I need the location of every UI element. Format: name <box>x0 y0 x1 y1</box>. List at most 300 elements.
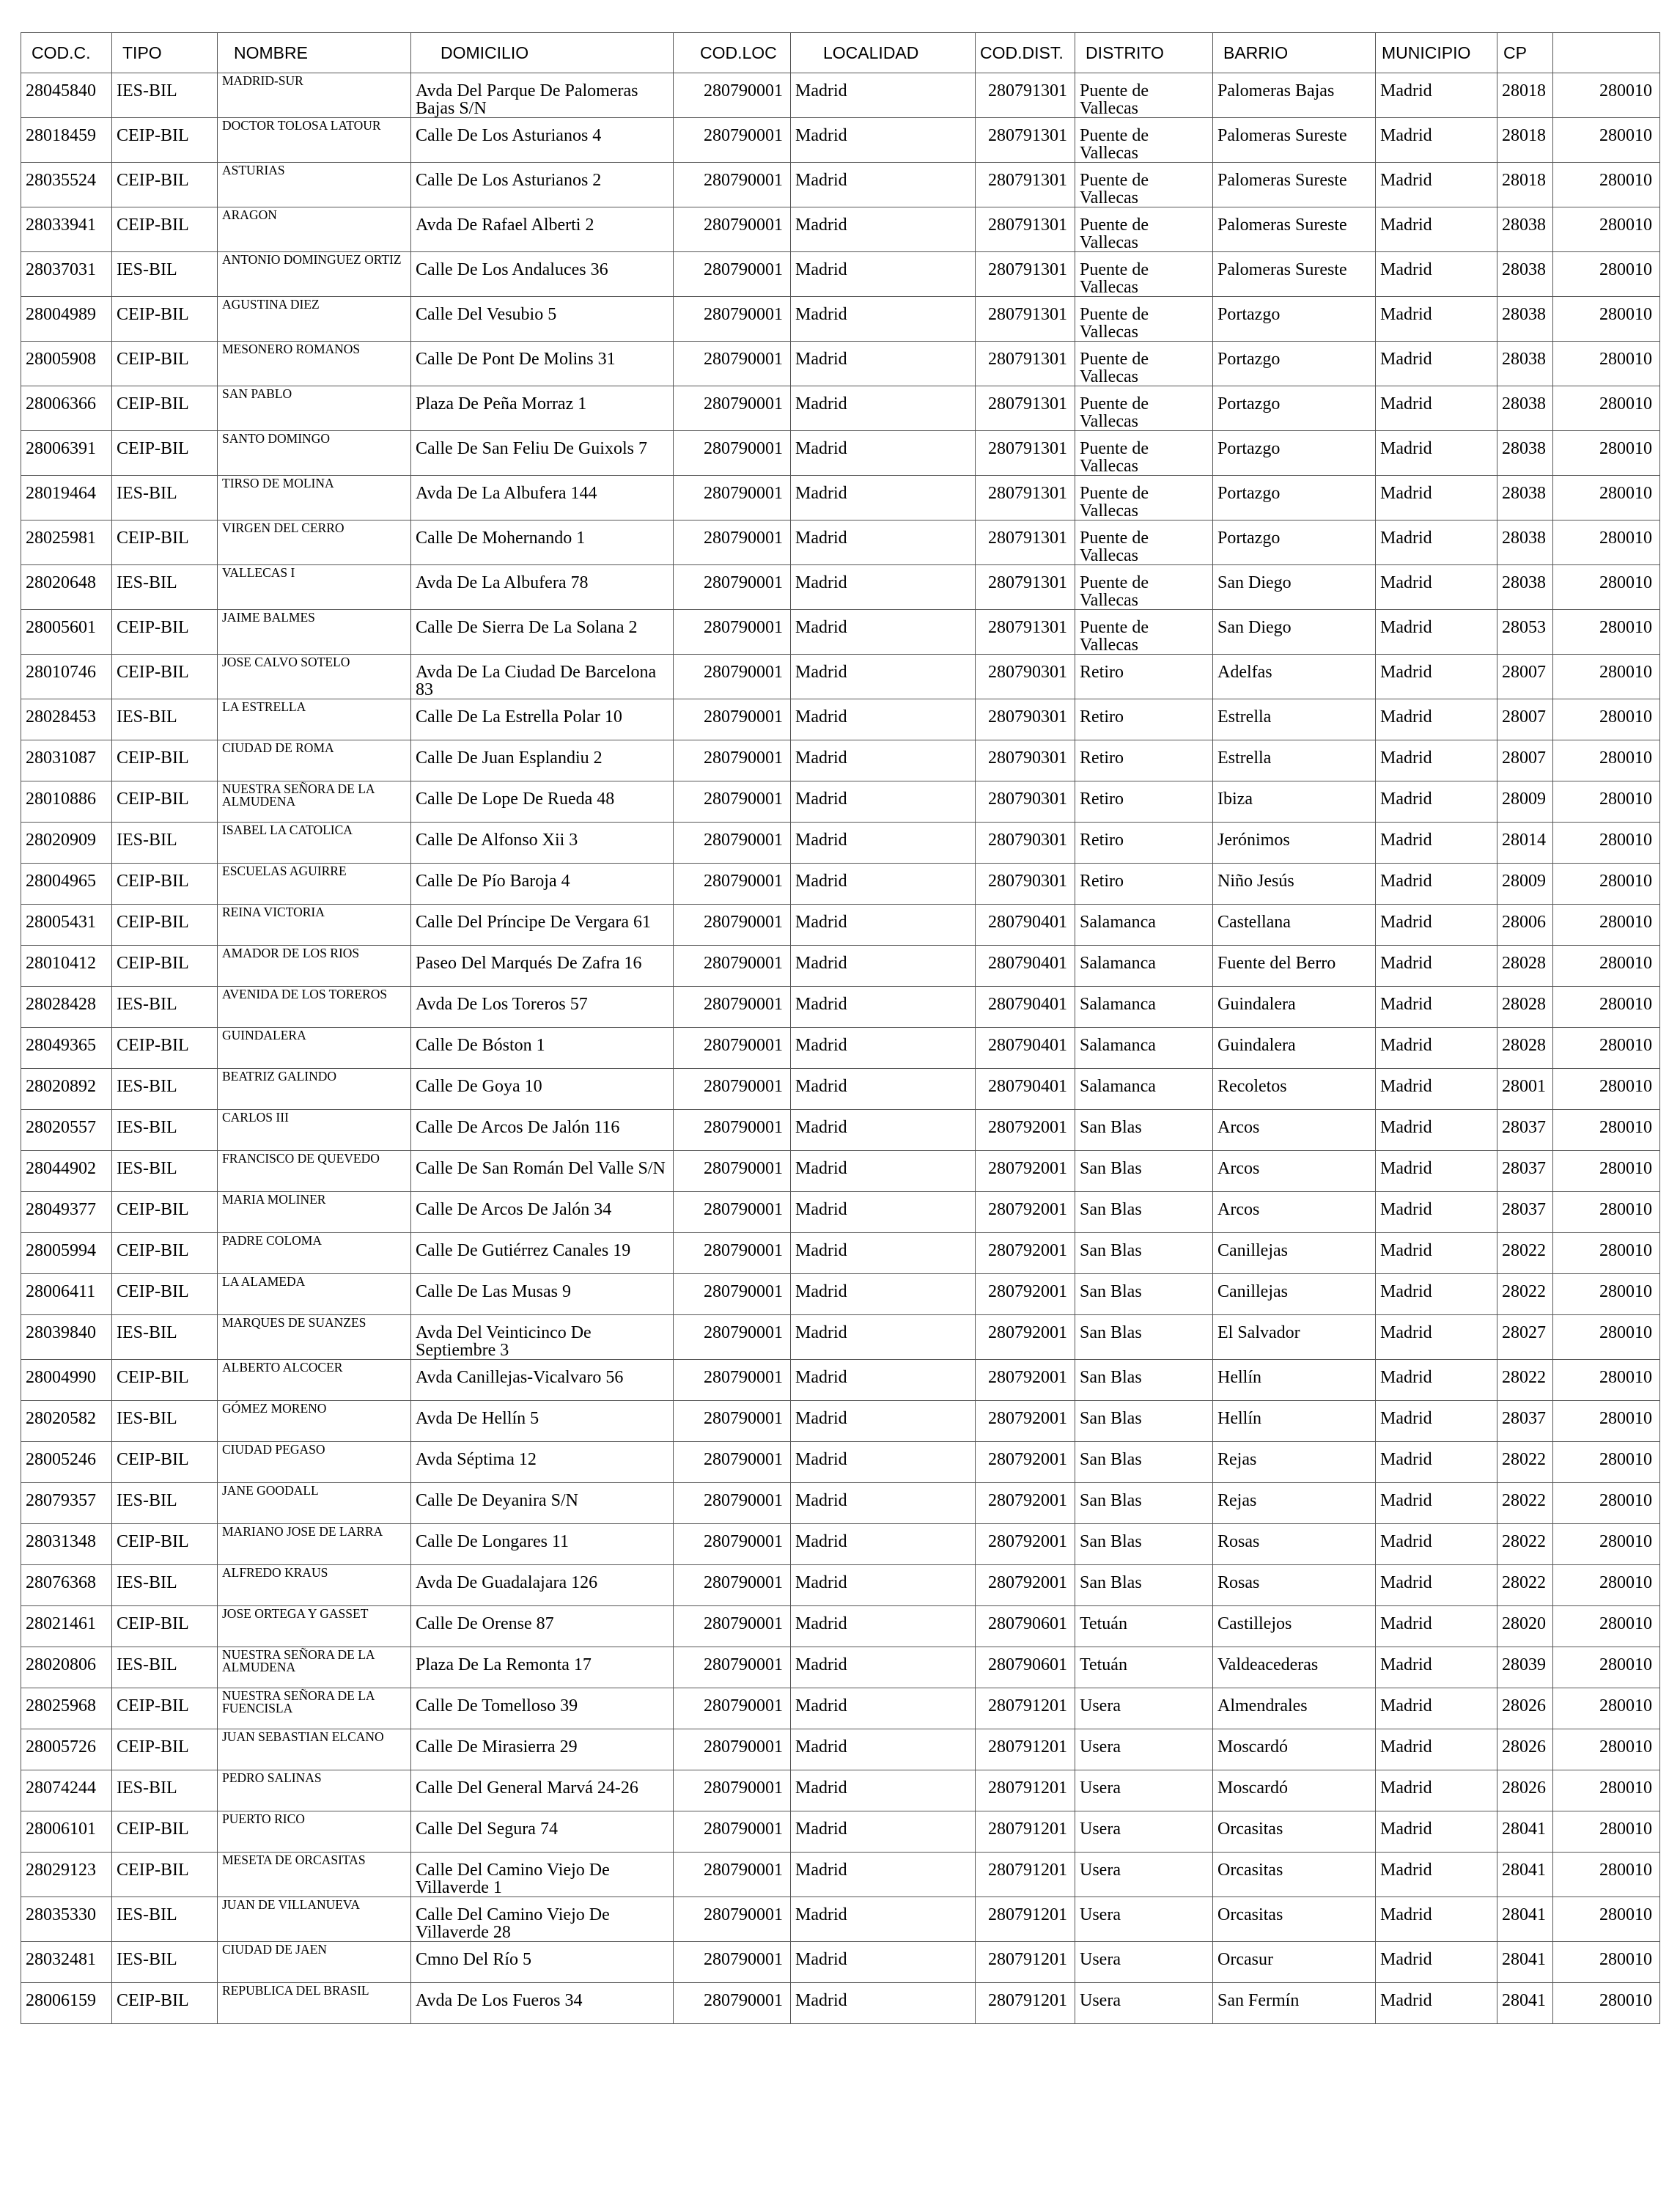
header-cod-c: COD.C. <box>21 33 112 73</box>
cell-cod-c-text: 28005726 <box>26 1737 96 1756</box>
cell-cod-dist <box>976 1069 1075 1110</box>
cell-nombre-text: ALBERTO ALCOCER <box>222 1360 343 1375</box>
cell-nombre-text: MADRID-SUR <box>222 73 303 88</box>
cell-cod-c <box>21 987 112 1028</box>
cell-nombre-text: JANE GOODALL <box>222 1483 319 1498</box>
cell-domicilio <box>411 1897 674 1942</box>
cell-barrio-text: San Fermín <box>1217 1991 1300 2010</box>
cell-cod-loc <box>674 1069 791 1110</box>
cell-cod-loc-text: 280790001 <box>704 350 783 369</box>
cell-tipo <box>112 1110 218 1151</box>
cell-cod-loc <box>674 431 791 476</box>
cell-domicilio-text: Calle Del Camino Viejo De Villaverde 1 <box>416 1861 610 1897</box>
cell-tipo <box>112 1606 218 1647</box>
cell-distrito-text: San Blas <box>1080 1200 1142 1219</box>
cell-municipio <box>1376 1401 1497 1442</box>
cell-cp <box>1497 342 1553 386</box>
cell-distrito <box>1075 1942 1213 1983</box>
cell-tipo-text: IES-BIL <box>117 1409 177 1428</box>
table-row <box>21 1233 1660 1274</box>
cell-cod-dist <box>976 386 1075 431</box>
cell-domicilio-text: Calle Del Segura 74 <box>416 1820 558 1839</box>
cell-tipo-text: IES-BIL <box>117 484 177 503</box>
cell-cod-c <box>21 163 112 207</box>
cell-cod-c-text: 28028453 <box>26 707 96 726</box>
cell-cod-c-text: 28037031 <box>26 260 96 279</box>
table-row <box>21 342 1660 386</box>
cell-barrio <box>1213 946 1376 987</box>
cell-distrito-text: Tetuán <box>1080 1655 1127 1674</box>
cell-municipio <box>1376 1315 1497 1360</box>
cell-cod-c <box>21 1069 112 1110</box>
cell-localidad <box>791 1110 976 1151</box>
cell-localidad-text: Madrid <box>795 1532 847 1551</box>
cell-localidad <box>791 1442 976 1483</box>
cell-extra <box>1553 1192 1660 1233</box>
cell-tipo-text: CEIP-BIL <box>117 1820 189 1839</box>
cell-distrito-text: San Blas <box>1080 1159 1142 1178</box>
cell-nombre <box>218 740 411 781</box>
cell-cod-loc-text: 280790001 <box>704 1696 783 1715</box>
cell-extra-text: 280010 <box>1599 954 1652 973</box>
cell-extra <box>1553 1647 1660 1688</box>
cell-barrio <box>1213 987 1376 1028</box>
cell-tipo-text: CEIP-BIL <box>117 439 189 458</box>
cell-cod-c <box>21 1688 112 1729</box>
cell-extra <box>1553 1442 1660 1483</box>
cell-domicilio-text: Calle De Mohernando 1 <box>416 529 586 548</box>
cell-municipio-text: Madrid <box>1380 126 1432 145</box>
cell-cp-text: 28038 <box>1502 260 1546 279</box>
cell-localidad-text: Madrid <box>795 573 847 592</box>
cell-cod-c-text: 28006411 <box>26 1282 96 1301</box>
cell-extra-text: 280010 <box>1599 1036 1652 1055</box>
cell-cod-dist-text: 280791301 <box>988 81 1067 100</box>
cell-cod-dist <box>976 1028 1075 1069</box>
cell-cod-loc-text: 280790001 <box>704 573 783 592</box>
cell-municipio-text: Madrid <box>1380 954 1432 973</box>
cell-barrio-text: Palomeras Sureste <box>1217 260 1347 279</box>
cell-domicilio-text: Paseo Del Marqués De Zafra 16 <box>416 954 642 973</box>
cell-cod-c-text: 28049377 <box>26 1200 96 1219</box>
cell-cod-loc-text: 280790001 <box>704 1159 783 1178</box>
cell-cod-loc-text: 280790001 <box>704 439 783 458</box>
cell-localidad <box>791 163 976 207</box>
cell-cod-dist <box>976 1853 1075 1897</box>
cell-barrio-text: Fuente del Berro <box>1217 954 1336 973</box>
cell-distrito-text: San Blas <box>1080 1532 1142 1551</box>
cell-domicilio-text: Avda De Los Toreros 57 <box>416 995 588 1014</box>
table-row <box>21 1811 1660 1853</box>
cell-cod-loc-text: 280790001 <box>704 618 783 637</box>
cell-municipio <box>1376 1770 1497 1811</box>
cell-cod-dist-text: 280791301 <box>988 484 1067 503</box>
cell-extra-text: 280010 <box>1599 1368 1652 1387</box>
cell-cod-dist <box>976 431 1075 476</box>
cell-barrio-text: Arcos <box>1217 1159 1260 1178</box>
cell-cp <box>1497 1233 1553 1274</box>
cell-localidad-text: Madrid <box>795 1450 847 1469</box>
cell-cp-text: 28022 <box>1502 1450 1546 1469</box>
cell-nombre <box>218 1647 411 1688</box>
cell-cod-loc-text: 280790001 <box>704 1491 783 1510</box>
cell-extra <box>1553 163 1660 207</box>
cell-barrio-text: San Diego <box>1217 573 1292 592</box>
cell-nombre-text: AMADOR DE LOS RIOS <box>222 946 360 960</box>
cell-distrito-text: Retiro <box>1080 872 1124 891</box>
cell-extra <box>1553 297 1660 342</box>
cell-nombre-text: CIUDAD DE JAEN <box>222 1942 327 1957</box>
cell-localidad-text: Madrid <box>795 1241 847 1260</box>
cell-municipio <box>1376 1729 1497 1770</box>
cell-barrio <box>1213 431 1376 476</box>
cell-domicilio-text: Avda De La Albufera 144 <box>416 484 597 503</box>
cell-barrio-text: Rejas <box>1217 1450 1257 1469</box>
table-row <box>21 781 1660 823</box>
cell-cp <box>1497 1110 1553 1151</box>
cell-cp-text: 28038 <box>1502 350 1546 369</box>
cell-municipio-text: Madrid <box>1380 350 1432 369</box>
cell-distrito <box>1075 823 1213 864</box>
cell-municipio <box>1376 781 1497 823</box>
cell-cod-c-text: 28032481 <box>26 1950 96 1969</box>
cell-cod-dist-text: 280791301 <box>988 126 1067 145</box>
header-row <box>21 33 1660 73</box>
cell-domicilio <box>411 342 674 386</box>
cell-barrio-text: Portazgo <box>1217 439 1281 458</box>
cell-barrio <box>1213 207 1376 252</box>
cell-nombre-text: JOSE CALVO SOTELO <box>222 655 350 669</box>
cell-cod-dist-text: 280792001 <box>988 1323 1067 1342</box>
cell-domicilio-text: Avda Canillejas-Vicalvaro 56 <box>416 1368 624 1387</box>
cell-distrito <box>1075 1315 1213 1360</box>
cell-municipio-text: Madrid <box>1380 663 1432 682</box>
cell-barrio <box>1213 1315 1376 1360</box>
table-row <box>21 1729 1660 1770</box>
cell-extra <box>1553 118 1660 163</box>
table-body <box>21 73 1660 2024</box>
cell-barrio-text: Valdeacederas <box>1217 1655 1319 1674</box>
cell-municipio-text: Madrid <box>1380 707 1432 726</box>
table-row <box>21 1606 1660 1647</box>
cell-extra <box>1553 1360 1660 1401</box>
cell-cp-text: 28053 <box>1502 618 1546 637</box>
cell-cp <box>1497 610 1553 655</box>
cell-cp-text: 28009 <box>1502 872 1546 891</box>
cell-municipio-text: Madrid <box>1380 831 1432 850</box>
cell-nombre-text: JAIME BALMES <box>222 610 315 625</box>
cell-nombre-text: AVENIDA DE LOS TOREROS <box>222 987 388 1001</box>
cell-tipo-text: IES-BIL <box>117 831 177 850</box>
cell-cod-dist-text: 280792001 <box>988 1159 1067 1178</box>
cell-distrito-text: Puente de Vallecas <box>1080 305 1149 342</box>
cell-municipio <box>1376 987 1497 1028</box>
cell-barrio-text: Castillejos <box>1217 1614 1292 1633</box>
cell-domicilio <box>411 1192 674 1233</box>
cell-localidad <box>791 823 976 864</box>
cell-extra <box>1553 207 1660 252</box>
header-localidad: LOCALIDAD <box>791 33 976 73</box>
cell-nombre <box>218 1483 411 1524</box>
cell-cod-dist-text: 280791301 <box>988 439 1067 458</box>
cell-nombre-text: FRANCISCO DE QUEVEDO <box>222 1151 380 1166</box>
cell-barrio <box>1213 1401 1376 1442</box>
cell-municipio <box>1376 823 1497 864</box>
cell-nombre <box>218 1151 411 1192</box>
cell-cp-text: 28027 <box>1502 1323 1546 1342</box>
cell-nombre <box>218 1897 411 1942</box>
cell-localidad <box>791 520 976 565</box>
cell-tipo-text: CEIP-BIL <box>117 913 189 932</box>
cell-nombre <box>218 297 411 342</box>
cell-cod-dist-text: 280792001 <box>988 1532 1067 1551</box>
cell-cod-c <box>21 1233 112 1274</box>
cell-cod-loc-text: 280790001 <box>704 1450 783 1469</box>
cell-tipo-text: CEIP-BIL <box>117 1200 189 1219</box>
cell-barrio-text: Jerónimos <box>1217 831 1290 850</box>
cell-localidad <box>791 1274 976 1315</box>
cell-domicilio-text: Calle Del Camino Viejo De Villaverde 28 <box>416 1905 610 1942</box>
cell-localidad <box>791 1401 976 1442</box>
cell-municipio <box>1376 655 1497 699</box>
cell-barrio <box>1213 740 1376 781</box>
cell-cod-dist-text: 280790601 <box>988 1655 1067 1674</box>
cell-cod-c <box>21 1028 112 1069</box>
cell-distrito-text: San Blas <box>1080 1573 1142 1592</box>
cell-localidad-text: Madrid <box>795 1491 847 1510</box>
cell-distrito <box>1075 1897 1213 1942</box>
cell-domicilio-text: Avda De Los Fueros 34 <box>416 1991 583 2010</box>
cell-tipo-text: IES-BIL <box>117 1778 177 1798</box>
cell-distrito-text: Usera <box>1080 1820 1121 1839</box>
cell-distrito <box>1075 1983 1213 2024</box>
table-row <box>21 1069 1660 1110</box>
cell-cod-dist <box>976 342 1075 386</box>
cell-nombre <box>218 946 411 987</box>
cell-tipo-text: CEIP-BIL <box>117 1368 189 1387</box>
cell-cod-dist-text: 280791301 <box>988 350 1067 369</box>
table-row <box>21 946 1660 987</box>
cell-barrio-text: Portazgo <box>1217 305 1281 324</box>
table-row <box>21 1942 1660 1983</box>
cell-cod-loc <box>674 1028 791 1069</box>
cell-barrio-text: Moscardó <box>1217 1737 1288 1756</box>
cell-nombre-text: PADRE COLOMA <box>222 1233 322 1248</box>
cell-cod-dist-text: 280791301 <box>988 260 1067 279</box>
cell-barrio-text: Estrella <box>1217 748 1272 768</box>
cell-cod-dist-text: 280790301 <box>988 831 1067 850</box>
cell-barrio-text: Canillejas <box>1217 1282 1288 1301</box>
cell-localidad-text: Madrid <box>795 394 847 413</box>
table-row <box>21 864 1660 905</box>
cell-extra <box>1553 342 1660 386</box>
cell-cod-dist <box>976 476 1075 520</box>
cell-cp-text: 28041 <box>1502 1820 1546 1839</box>
cell-tipo <box>112 781 218 823</box>
cell-cp <box>1497 297 1553 342</box>
cell-cod-c <box>21 1770 112 1811</box>
cell-distrito <box>1075 163 1213 207</box>
cell-tipo-text: IES-BIL <box>117 707 177 726</box>
cell-cp <box>1497 1770 1553 1811</box>
cell-tipo-text: IES-BIL <box>117 1159 177 1178</box>
cell-domicilio <box>411 1524 674 1565</box>
cell-domicilio-text: Calle De Los Andaluces 36 <box>416 260 608 279</box>
cell-localidad-text: Madrid <box>795 260 847 279</box>
cell-cod-c <box>21 1274 112 1315</box>
cell-cod-c-text: 28025968 <box>26 1696 96 1715</box>
cell-municipio <box>1376 1811 1497 1853</box>
cell-nombre <box>218 207 411 252</box>
cell-cod-c-text: 28020582 <box>26 1409 96 1428</box>
cell-tipo-text: CEIP-BIL <box>117 1282 189 1301</box>
cell-distrito-text: San Blas <box>1080 1282 1142 1301</box>
cell-domicilio-text: Calle De Arcos De Jalón 34 <box>416 1200 612 1219</box>
cell-extra-text: 280010 <box>1599 171 1652 190</box>
cell-nombre <box>218 905 411 946</box>
cell-municipio <box>1376 946 1497 987</box>
cell-barrio <box>1213 610 1376 655</box>
cell-localidad-text: Madrid <box>795 1200 847 1219</box>
cell-cod-c <box>21 1110 112 1151</box>
cell-nombre-text: SAN PABLO <box>222 386 292 401</box>
cell-barrio-text: Palomeras Sureste <box>1217 171 1347 190</box>
cell-cod-dist <box>976 905 1075 946</box>
cell-municipio <box>1376 431 1497 476</box>
cell-cod-loc-text: 280790001 <box>704 394 783 413</box>
cell-cod-c <box>21 655 112 699</box>
cell-domicilio <box>411 1811 674 1853</box>
cell-barrio <box>1213 1069 1376 1110</box>
cell-extra-text: 280010 <box>1599 484 1652 503</box>
cell-cod-c <box>21 1729 112 1770</box>
cell-extra <box>1553 781 1660 823</box>
table-row <box>21 610 1660 655</box>
cell-cod-dist-text: 280790301 <box>988 748 1067 768</box>
cell-cp <box>1497 1565 1553 1606</box>
table-row <box>21 905 1660 946</box>
cell-municipio <box>1376 1274 1497 1315</box>
table-row <box>21 1565 1660 1606</box>
cell-distrito <box>1075 386 1213 431</box>
table-row <box>21 252 1660 297</box>
cell-municipio-text: Madrid <box>1380 748 1432 768</box>
cell-cod-loc <box>674 1401 791 1442</box>
cell-cp-text: 28037 <box>1502 1118 1546 1137</box>
cell-extra <box>1553 73 1660 118</box>
cell-extra-text: 280010 <box>1599 1991 1652 2010</box>
cell-nombre <box>218 1442 411 1483</box>
cell-domicilio-text: Calle De Deyanira S/N <box>416 1491 578 1510</box>
cell-cod-loc-text: 280790001 <box>704 1036 783 1055</box>
cell-nombre-text: NUESTRA SEÑORA DE LA ALMUDENA <box>222 781 375 809</box>
cell-tipo-text: CEIP-BIL <box>117 1737 189 1756</box>
cell-cod-c <box>21 1647 112 1688</box>
cell-municipio-text: Madrid <box>1380 913 1432 932</box>
cell-tipo-text: IES-BIL <box>117 1655 177 1674</box>
cell-cp-text: 28028 <box>1502 954 1546 973</box>
cell-municipio-text: Madrid <box>1380 1491 1432 1510</box>
cell-distrito-text: Tetuán <box>1080 1614 1127 1633</box>
cell-domicilio <box>411 431 674 476</box>
cell-nombre <box>218 1315 411 1360</box>
cell-municipio-text: Madrid <box>1380 1282 1432 1301</box>
cell-cod-dist-text: 280790301 <box>988 790 1067 809</box>
cell-tipo <box>112 1811 218 1853</box>
cell-cp-text: 28041 <box>1502 1861 1546 1880</box>
cell-extra-text: 280010 <box>1599 439 1652 458</box>
cell-cp-text: 28006 <box>1502 913 1546 932</box>
cell-cp <box>1497 431 1553 476</box>
cell-extra-text: 280010 <box>1599 1778 1652 1798</box>
cell-cod-dist-text: 280791201 <box>988 1991 1067 2010</box>
cell-municipio <box>1376 1110 1497 1151</box>
cell-barrio <box>1213 1688 1376 1729</box>
cell-cod-dist-text: 280791201 <box>988 1820 1067 1839</box>
cell-distrito <box>1075 740 1213 781</box>
cell-domicilio-text: Avda De Rafael Alberti 2 <box>416 216 594 235</box>
cell-cod-loc-text: 280790001 <box>704 1323 783 1342</box>
cell-localidad-text: Madrid <box>795 913 847 932</box>
cell-cod-dist-text: 280790401 <box>988 954 1067 973</box>
cell-distrito-text: San Blas <box>1080 1323 1142 1342</box>
cell-nombre-text: CIUDAD DE ROMA <box>222 740 334 755</box>
cell-cp-text: 28022 <box>1502 1282 1546 1301</box>
cell-cp <box>1497 1401 1553 1442</box>
cell-tipo <box>112 699 218 740</box>
cell-extra <box>1553 1983 1660 2024</box>
cell-nombre-text: ANTONIO DOMINGUEZ ORTIZ <box>222 252 402 267</box>
cell-domicilio <box>411 864 674 905</box>
cell-cod-loc-text: 280790001 <box>704 1077 783 1096</box>
cell-extra <box>1553 1151 1660 1192</box>
cell-cod-dist <box>976 610 1075 655</box>
cell-domicilio <box>411 1360 674 1401</box>
cell-barrio-text: Guindalera <box>1217 1036 1296 1055</box>
cell-extra <box>1553 987 1660 1028</box>
cell-cod-loc-text: 280790001 <box>704 1118 783 1137</box>
cell-cod-loc <box>674 207 791 252</box>
cell-nombre-text: AGUSTINA DIEZ <box>222 297 320 312</box>
cell-domicilio <box>411 987 674 1028</box>
cell-municipio <box>1376 252 1497 297</box>
cell-nombre-text: BEATRIZ GALINDO <box>222 1069 337 1084</box>
cell-municipio-text: Madrid <box>1380 872 1432 891</box>
table-row <box>21 1401 1660 1442</box>
cell-cod-dist-text: 280791301 <box>988 529 1067 548</box>
cell-cod-c-text: 28004965 <box>26 872 96 891</box>
cell-localidad <box>791 987 976 1028</box>
cell-domicilio-text: Calle De Tomelloso 39 <box>416 1696 578 1715</box>
cell-municipio-text: Madrid <box>1380 1573 1432 1592</box>
table-row <box>21 1647 1660 1688</box>
cell-cod-loc <box>674 740 791 781</box>
cell-municipio-text: Madrid <box>1380 573 1432 592</box>
cell-domicilio-text: Calle De Pío Baroja 4 <box>416 872 570 891</box>
cell-municipio-text: Madrid <box>1380 484 1432 503</box>
cell-extra <box>1553 740 1660 781</box>
cell-cod-loc-text: 280790001 <box>704 790 783 809</box>
cell-municipio <box>1376 163 1497 207</box>
cell-barrio-text: Palomeras Bajas <box>1217 81 1335 100</box>
cell-domicilio <box>411 1688 674 1729</box>
cell-localidad-text: Madrid <box>795 831 847 850</box>
cell-cod-loc <box>674 610 791 655</box>
cell-extra <box>1553 1274 1660 1315</box>
cell-extra <box>1553 1069 1660 1110</box>
cell-extra-text: 280010 <box>1599 216 1652 235</box>
cell-cod-c <box>21 781 112 823</box>
